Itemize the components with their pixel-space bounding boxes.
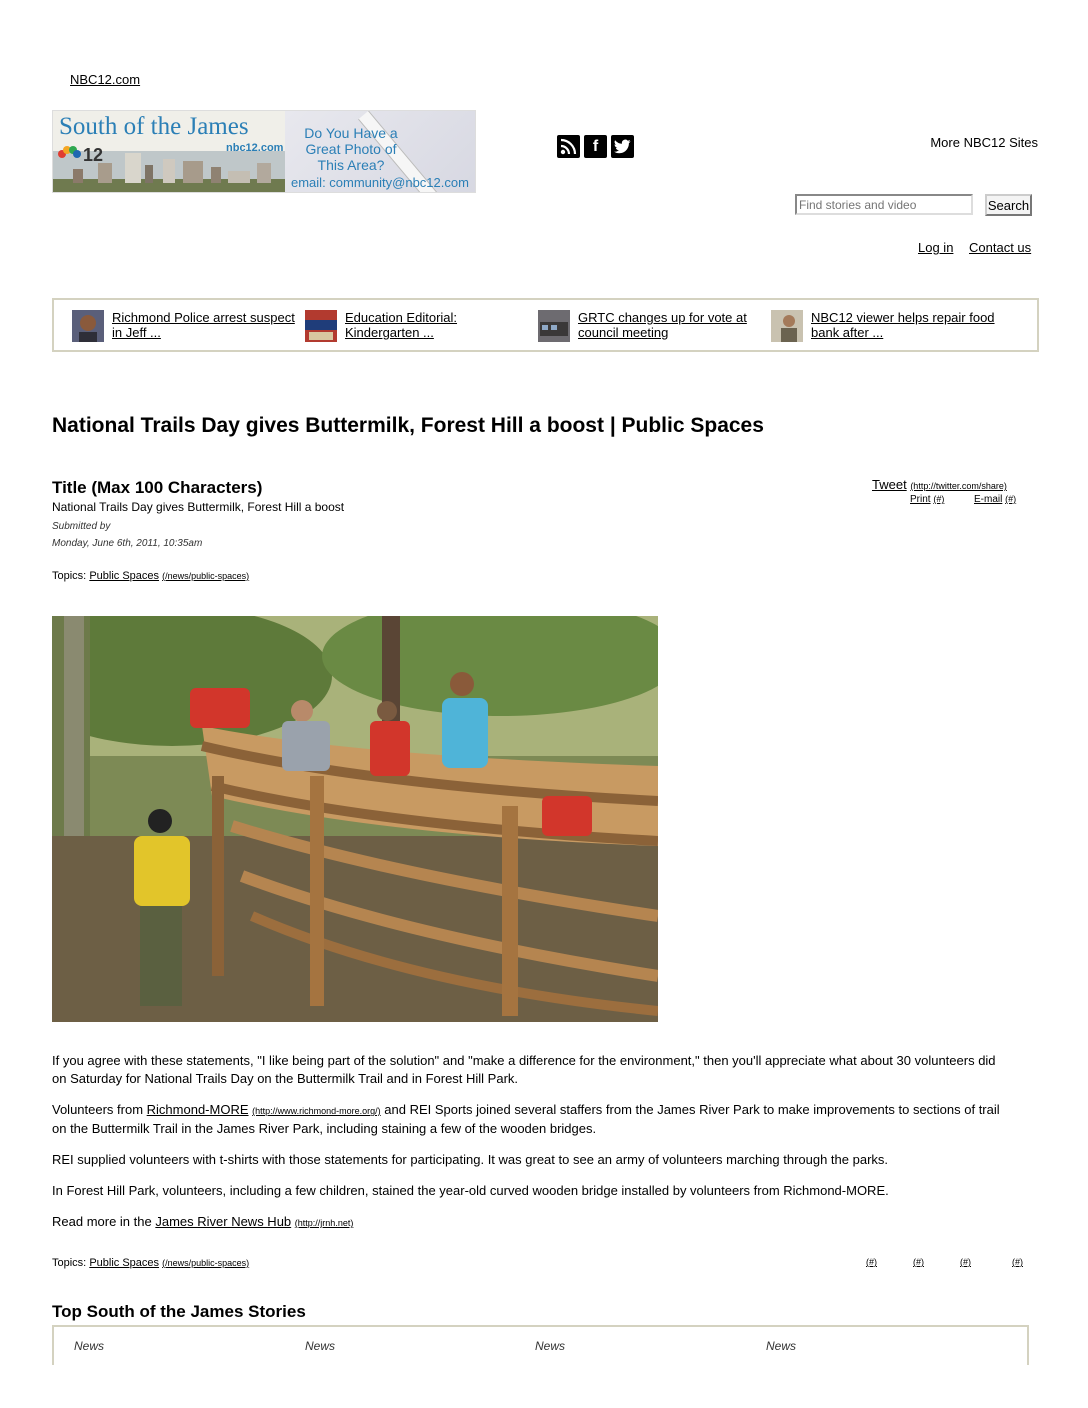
headline-item[interactable]	[538, 310, 768, 342]
topic-link[interactable]: Public Spaces	[89, 1257, 160, 1269]
headline-thumbnail	[305, 310, 337, 342]
nbc12-logo	[57, 144, 115, 164]
news-hub-url[interactable]: (http://jrnh.net)	[294, 1218, 354, 1228]
article-paragraph	[52, 1101, 1012, 1138]
topics-line-bottom	[52, 1257, 249, 1269]
tweet-link-wrap	[872, 477, 1007, 492]
search-button[interactable]: Search	[985, 194, 1032, 216]
nbc12-home-link[interactable]: NBC12.com	[70, 72, 141, 87]
email-link[interactable]: E-mail	[974, 494, 1003, 505]
svg-text:12: 12	[83, 145, 104, 164]
social-icons	[557, 135, 634, 158]
richmond-more-url[interactable]: (http://www.richmond-more.org/)	[252, 1106, 381, 1116]
login-link[interactable]: Log in	[918, 240, 954, 255]
headline-thumbnail	[72, 310, 104, 342]
tweet-url[interactable]: (http://twitter.com/share)	[910, 481, 1007, 491]
richmond-more-link[interactable]: Richmond-MORE	[146, 1102, 249, 1117]
article-field-label: Title (Max 100 Characters)	[52, 478, 263, 497]
article-subtitle: National Trails Day gives Buttermilk, Forest Hill a boost	[52, 500, 345, 514]
story-category: News	[74, 1339, 105, 1353]
top-stories-box	[52, 1325, 1029, 1365]
more-sites-menu[interactable]: More NBC12 Sites	[930, 135, 1038, 150]
email-link-wrap	[974, 494, 1016, 505]
article-photo	[52, 616, 658, 1022]
submitted-by: Submitted by	[52, 521, 111, 532]
topic-url[interactable]: (/news/public-spaces)	[162, 571, 250, 581]
text-fragment: and REI Sports joined several staffers from the James River Park to make improvements to sections of trail on the Buttermilk Trail in the James River Park, including staining a few of the wooden bridges.	[52, 1102, 1000, 1136]
headline-item[interactable]	[72, 310, 302, 342]
share-link[interactable]: (#)	[913, 1257, 924, 1267]
story-category: News	[766, 1339, 797, 1353]
story-category: News	[535, 1339, 566, 1353]
topics-label: Topics:	[52, 570, 87, 582]
print-url[interactable]: (#)	[933, 494, 945, 504]
headline-link[interactable]: Richmond Police arrest suspect in Jeff ...	[112, 310, 295, 340]
text-fragment: Read more in the	[52, 1214, 156, 1229]
topics-label: Topics:	[52, 1257, 87, 1269]
twitter-icon[interactable]	[611, 135, 634, 158]
top-stories-title: Top South of the James Stories	[52, 1302, 306, 1321]
contact-link[interactable]: Contact us	[969, 240, 1032, 255]
facebook-icon[interactable]: f	[584, 135, 607, 158]
print-link-wrap	[910, 494, 944, 505]
page-title: National Trails Day gives Buttermilk, Forest Hill a boost | Public Spaces	[52, 414, 764, 437]
share-link[interactable]: (#)	[866, 1257, 877, 1267]
text-fragment: Volunteers from	[52, 1102, 147, 1117]
email-url[interactable]: (#)	[1005, 494, 1017, 504]
article-date: Monday, June 6th, 2011, 10:35am	[52, 538, 203, 549]
share-link[interactable]: (#)	[1012, 1257, 1023, 1267]
search-input[interactable]	[795, 194, 973, 215]
topics-line	[52, 570, 249, 582]
article-body	[52, 1052, 1012, 1245]
headline-link[interactable]: Education Editorial: Kindergarten ...	[345, 310, 458, 340]
banner-cta-panel	[285, 111, 476, 193]
headline-link[interactable]: GRTC changes up for vote at council meeting	[578, 310, 747, 340]
topic-url[interactable]: (/news/public-spaces)	[162, 1258, 250, 1268]
article-paragraph: REI supplied volunteers with t-shirts with those statements for participating. It was great to see an army of volunteers marching through the parks.	[52, 1152, 889, 1167]
article-paragraph	[52, 1213, 1012, 1232]
banner-cta: Do You Have a Great Photo of This Area?	[304, 125, 398, 173]
headline-item[interactable]	[771, 310, 1001, 342]
print-link[interactable]: Print	[910, 494, 931, 505]
banner-email: email: community@nbc12.com	[291, 175, 469, 190]
headline-strip	[52, 298, 1039, 352]
topic-link[interactable]: Public Spaces	[89, 570, 160, 582]
headline-link[interactable]: NBC12 viewer helps repair food bank after ...	[811, 310, 995, 340]
article-paragraph: If you agree with these statements, "I like being part of the solution" and "make a difference for the environment," then you'll appreciate what about 30 volunteers did on Saturday for National Trails Day on the Buttermilk Trail and in Forest Hill Park.	[52, 1053, 996, 1086]
tweet-link[interactable]: Tweet	[872, 477, 907, 492]
banner-title: South of the James	[59, 113, 249, 140]
headline-thumbnail	[538, 310, 570, 342]
share-link[interactable]: (#)	[960, 1257, 971, 1267]
headline-thumbnail	[771, 310, 803, 342]
article-paragraph: In Forest Hill Park, volunteers, including a few children, stained the year-old curved wooden bridge installed by volunteers from Richmond-MORE.	[52, 1183, 889, 1198]
news-hub-link[interactable]: James River News Hub	[155, 1214, 292, 1229]
rss-icon[interactable]	[557, 135, 580, 158]
headline-item[interactable]	[305, 310, 535, 342]
story-category: News	[305, 1339, 336, 1353]
south-of-the-james-banner[interactable]	[52, 110, 476, 193]
banner-site: nbc12.com	[226, 142, 284, 154]
